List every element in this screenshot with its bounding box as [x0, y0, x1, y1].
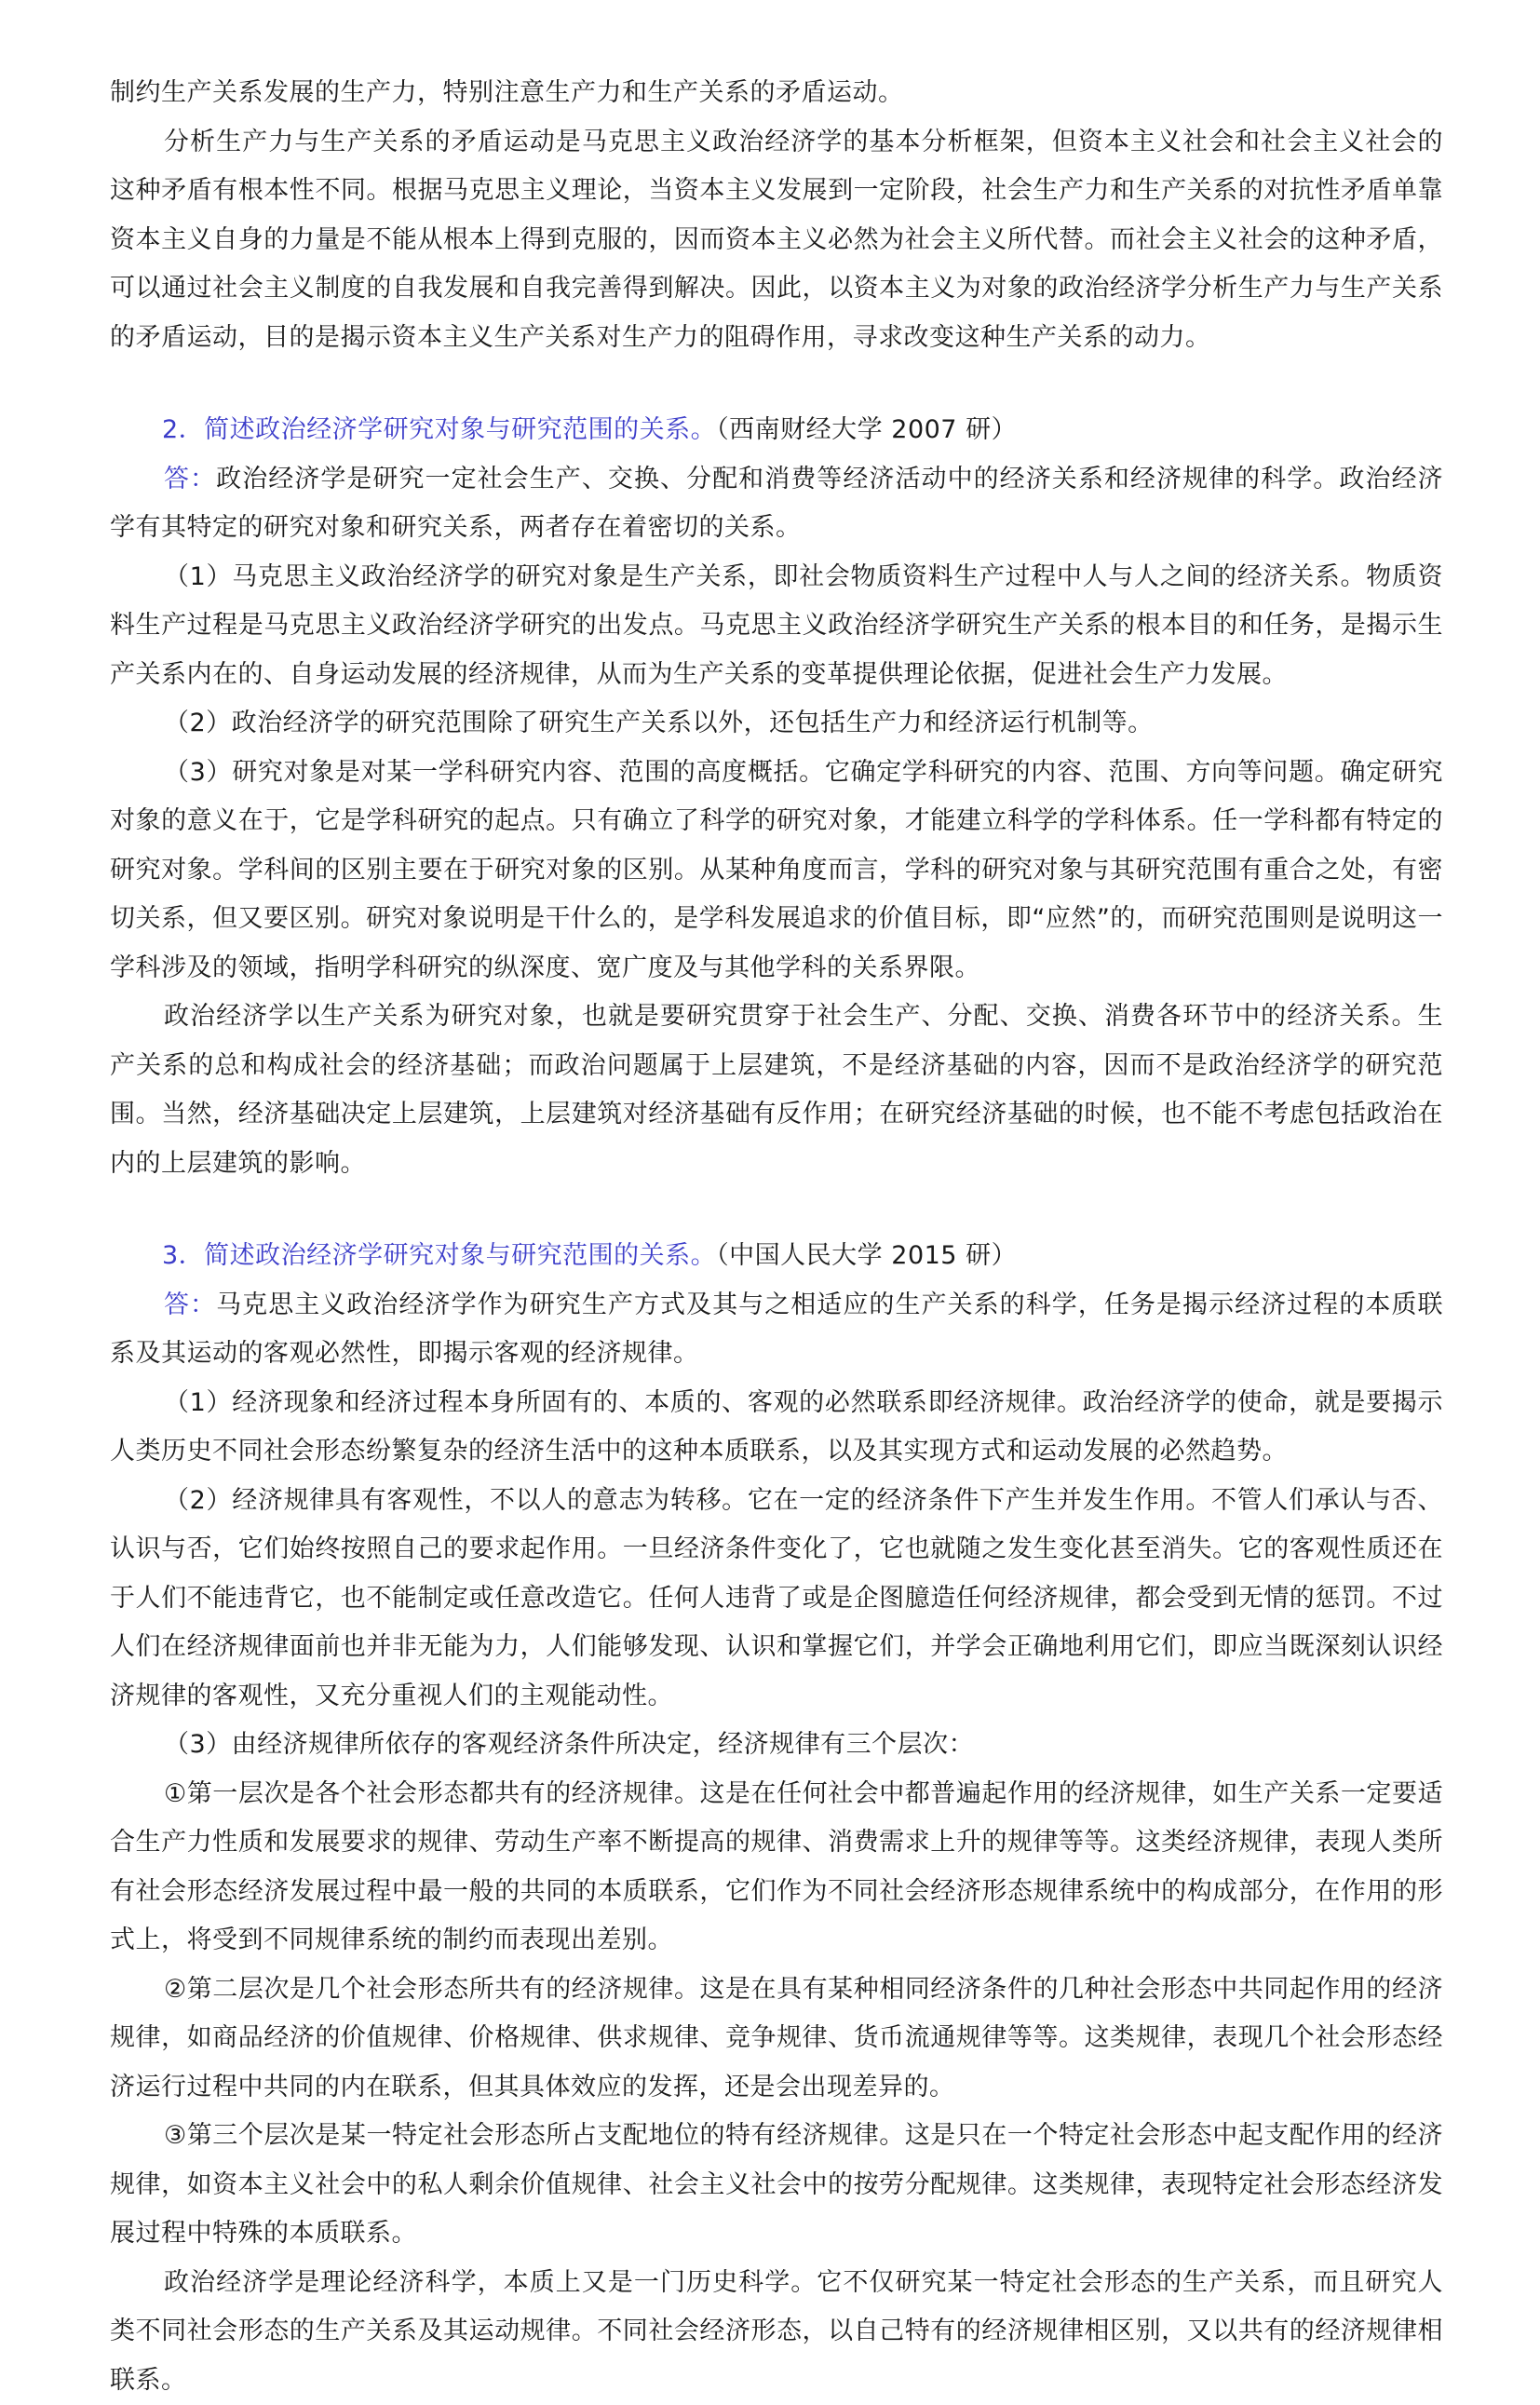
- question-2-answer-lead: [110, 455, 1443, 553]
- document-page: [110, 69, 1443, 2405]
- question-2-text: 2．简述政治经济学研究对象与研究范围的关系。: [162, 415, 716, 444]
- question-3-conclusion: 政治经济学是理论经济科学，本质上又是一门历史科学。它不仅研究某一特定社会形态的生产关系，而且研究人类不同社会形态的生产关系及其运动规律。不同社会经济形态，以自己特有的经济规律相区别，又以共有的经济规律相联系。: [110, 2259, 1443, 2405]
- question-3-source: （中国人民大学 2015 研）: [716, 1241, 1017, 1270]
- question-2-point-2: （2）政治经济学的研究范围除了研究生产关系以外，还包括生产力和经济运行机制等。: [110, 699, 1443, 749]
- question-2-source: （西南财经大学 2007 研）: [716, 415, 1017, 444]
- answer-lead-text: 政治经济学是研究一定社会生产、交换、分配和消费等经济活动中的经济关系和经济规律的科学。政治经济学有其特定的研究对象和研究关系，两者存在着密切的关系。: [110, 465, 1443, 543]
- question-3-heading: [110, 1232, 1443, 1281]
- paragraph-contradiction-analysis: 分析生产力与生产关系的矛盾运动是马克思主义政治经济学的基本分析框架，但资本主义社会和社会主义社会的这种矛盾有根本性不同。根据马克思主义理论，当资本主义发展到一定阶段，社会生产力和生产关系的对抗性矛盾单靠资本主义自身的力量是不能从根本上得到克服的，因而资本主义必然为社会主义所代替。而社会主义社会的这种矛盾，可以通过社会主义制度的自我发展和自我完善得到解决。因此，以资本主义为对象的政治经济学分析生产力与生产关系的矛盾运动，目的是揭示资本主义生产关系对生产力的阻碍作用，寻求改变这种生产关系的动力。: [110, 118, 1443, 363]
- question-3-point-1: （1）经济现象和经济过程本身所固有的、本质的、客观的必然联系即经济规律。政治经济学的使命，就是要揭示人类历史不同社会形态纷繁复杂的经济生活中的这种本质联系，以及其实现方式和运动发展的必然趋势。: [110, 1379, 1443, 1477]
- question-3-point-2: （2）经济规律具有客观性，不以人的意志为转移。它在一定的经济条件下产生并发生作用。不管人们承认与否、认识与否，它们始终按照自己的要求起作用。一旦经济条件变化了，它也就随之发生变化甚至消失。它的客观性质还在于人们不能违背它，也不能制定或任意改造它。任何人违背了或是企图臆造任何经济规律，都会受到无情的惩罚。不过人们在经济规律面前也并非无能为力，人们能够发现、认识和掌握它们，并学会正确地利用它们，即应当既深刻认识经济规律的客观性，又充分重视人们的主观能动性。: [110, 1477, 1443, 1722]
- question-2-heading: [110, 406, 1443, 455]
- question-3-point-3: （3）由经济规律所依存的客观经济条件所决定，经济规律有三个层次：: [110, 1721, 1443, 1770]
- answer-label: 答：: [164, 465, 216, 493]
- question-2-conclusion: 政治经济学以生产关系为研究对象，也就是要研究贯穿于社会生产、分配、交换、消费各环节中的经济关系。生产关系的总和构成社会的经济基础；而政治问题属于上层建筑，不是经济基础的内容，因而不是政治经济学的研究范围。当然，经济基础决定上层建筑，上层建筑对经济基础有反作用；在研究经济基础的时候，也不能不考虑包括政治在内的上层建筑的影响。: [110, 993, 1443, 1188]
- question-3-level-3: ③第三个层次是某一特定社会形态所占支配地位的特有经济规律。这是只在一个特定社会形态中起支配作用的经济规律，如资本主义社会中的私人剩余价值规律、社会主义社会中的按劳分配规律。这类规律，表现特定社会形态经济发展过程中特殊的本质联系。: [110, 2112, 1443, 2259]
- question-2-point-1: （1）马克思主义政治经济学的研究对象是生产关系，即社会物质资料生产过程中人与人之间的经济关系。物质资料生产过程是马克思主义政治经济学研究的出发点。马克思主义政治经济学研究生产关系的根本目的和任务，是揭示生产关系内在的、自身运动发展的经济规律，从而为生产关系的变革提供理论依据，促进社会生产力发展。: [110, 553, 1443, 700]
- question-3-text: 3．简述政治经济学研究对象与研究范围的关系。: [162, 1241, 716, 1270]
- question-3-answer-lead: [110, 1281, 1443, 1379]
- answer-label: 答：: [164, 1290, 216, 1319]
- question-3-level-2: ②第二层次是几个社会形态所共有的经济规律。这是在具有某种相同经济条件的几种社会形态中共同起作用的经济规律，如商品经济的价值规律、价格规律、供求规律、竞争规律、货币流通规律等等。这类规律，表现几个社会形态经济运行过程中共同的内在联系，但其具体效应的发挥，还是会出现差异的。: [110, 1966, 1443, 2113]
- answer-lead-text: 马克思主义政治经济学作为研究生产方式及其与之相适应的生产关系的科学，任务是揭示经济过程的本质联系及其运动的客观必然性，即揭示客观的经济规律。: [110, 1290, 1443, 1369]
- question-3-level-1: ①第一层次是各个社会形态都共有的经济规律。这是在任何社会中都普遍起作用的经济规律，如生产关系一定要适合生产力性质和发展要求的规律、劳动生产率不断提高的规律、消费需求上升的规律等等。这类经济规律，表现人类所有社会形态经济发展过程中最一般的共同的本质联系，它们作为不同社会经济形态规律系统中的构成部分，在作用的形式上，将受到不同规律系统的制约而表现出差别。: [110, 1770, 1443, 1966]
- question-2-point-3: （3）研究对象是对某一学科研究内容、范围的高度概括。它确定学科研究的内容、范围、方向等问题。确定研究对象的意义在于，它是学科研究的起点。只有确立了科学的研究对象，才能建立科学的学科体系。任一学科都有特定的研究对象。学科间的区别主要在于研究对象的区别。从某种角度而言，学科的研究对象与其研究范围有重合之处，有密切关系，但又要区别。研究对象说明是干什么的，是学科发展追求的价值目标，即“应然”的，而研究范围则是说明这一学科涉及的领域，指明学科研究的纵深度、宽广度及与其他学科的关系界限。: [110, 749, 1443, 993]
- paragraph-continuation: 制约生产关系发展的生产力，特别注意生产力和生产关系的矛盾运动。: [110, 69, 1443, 118]
